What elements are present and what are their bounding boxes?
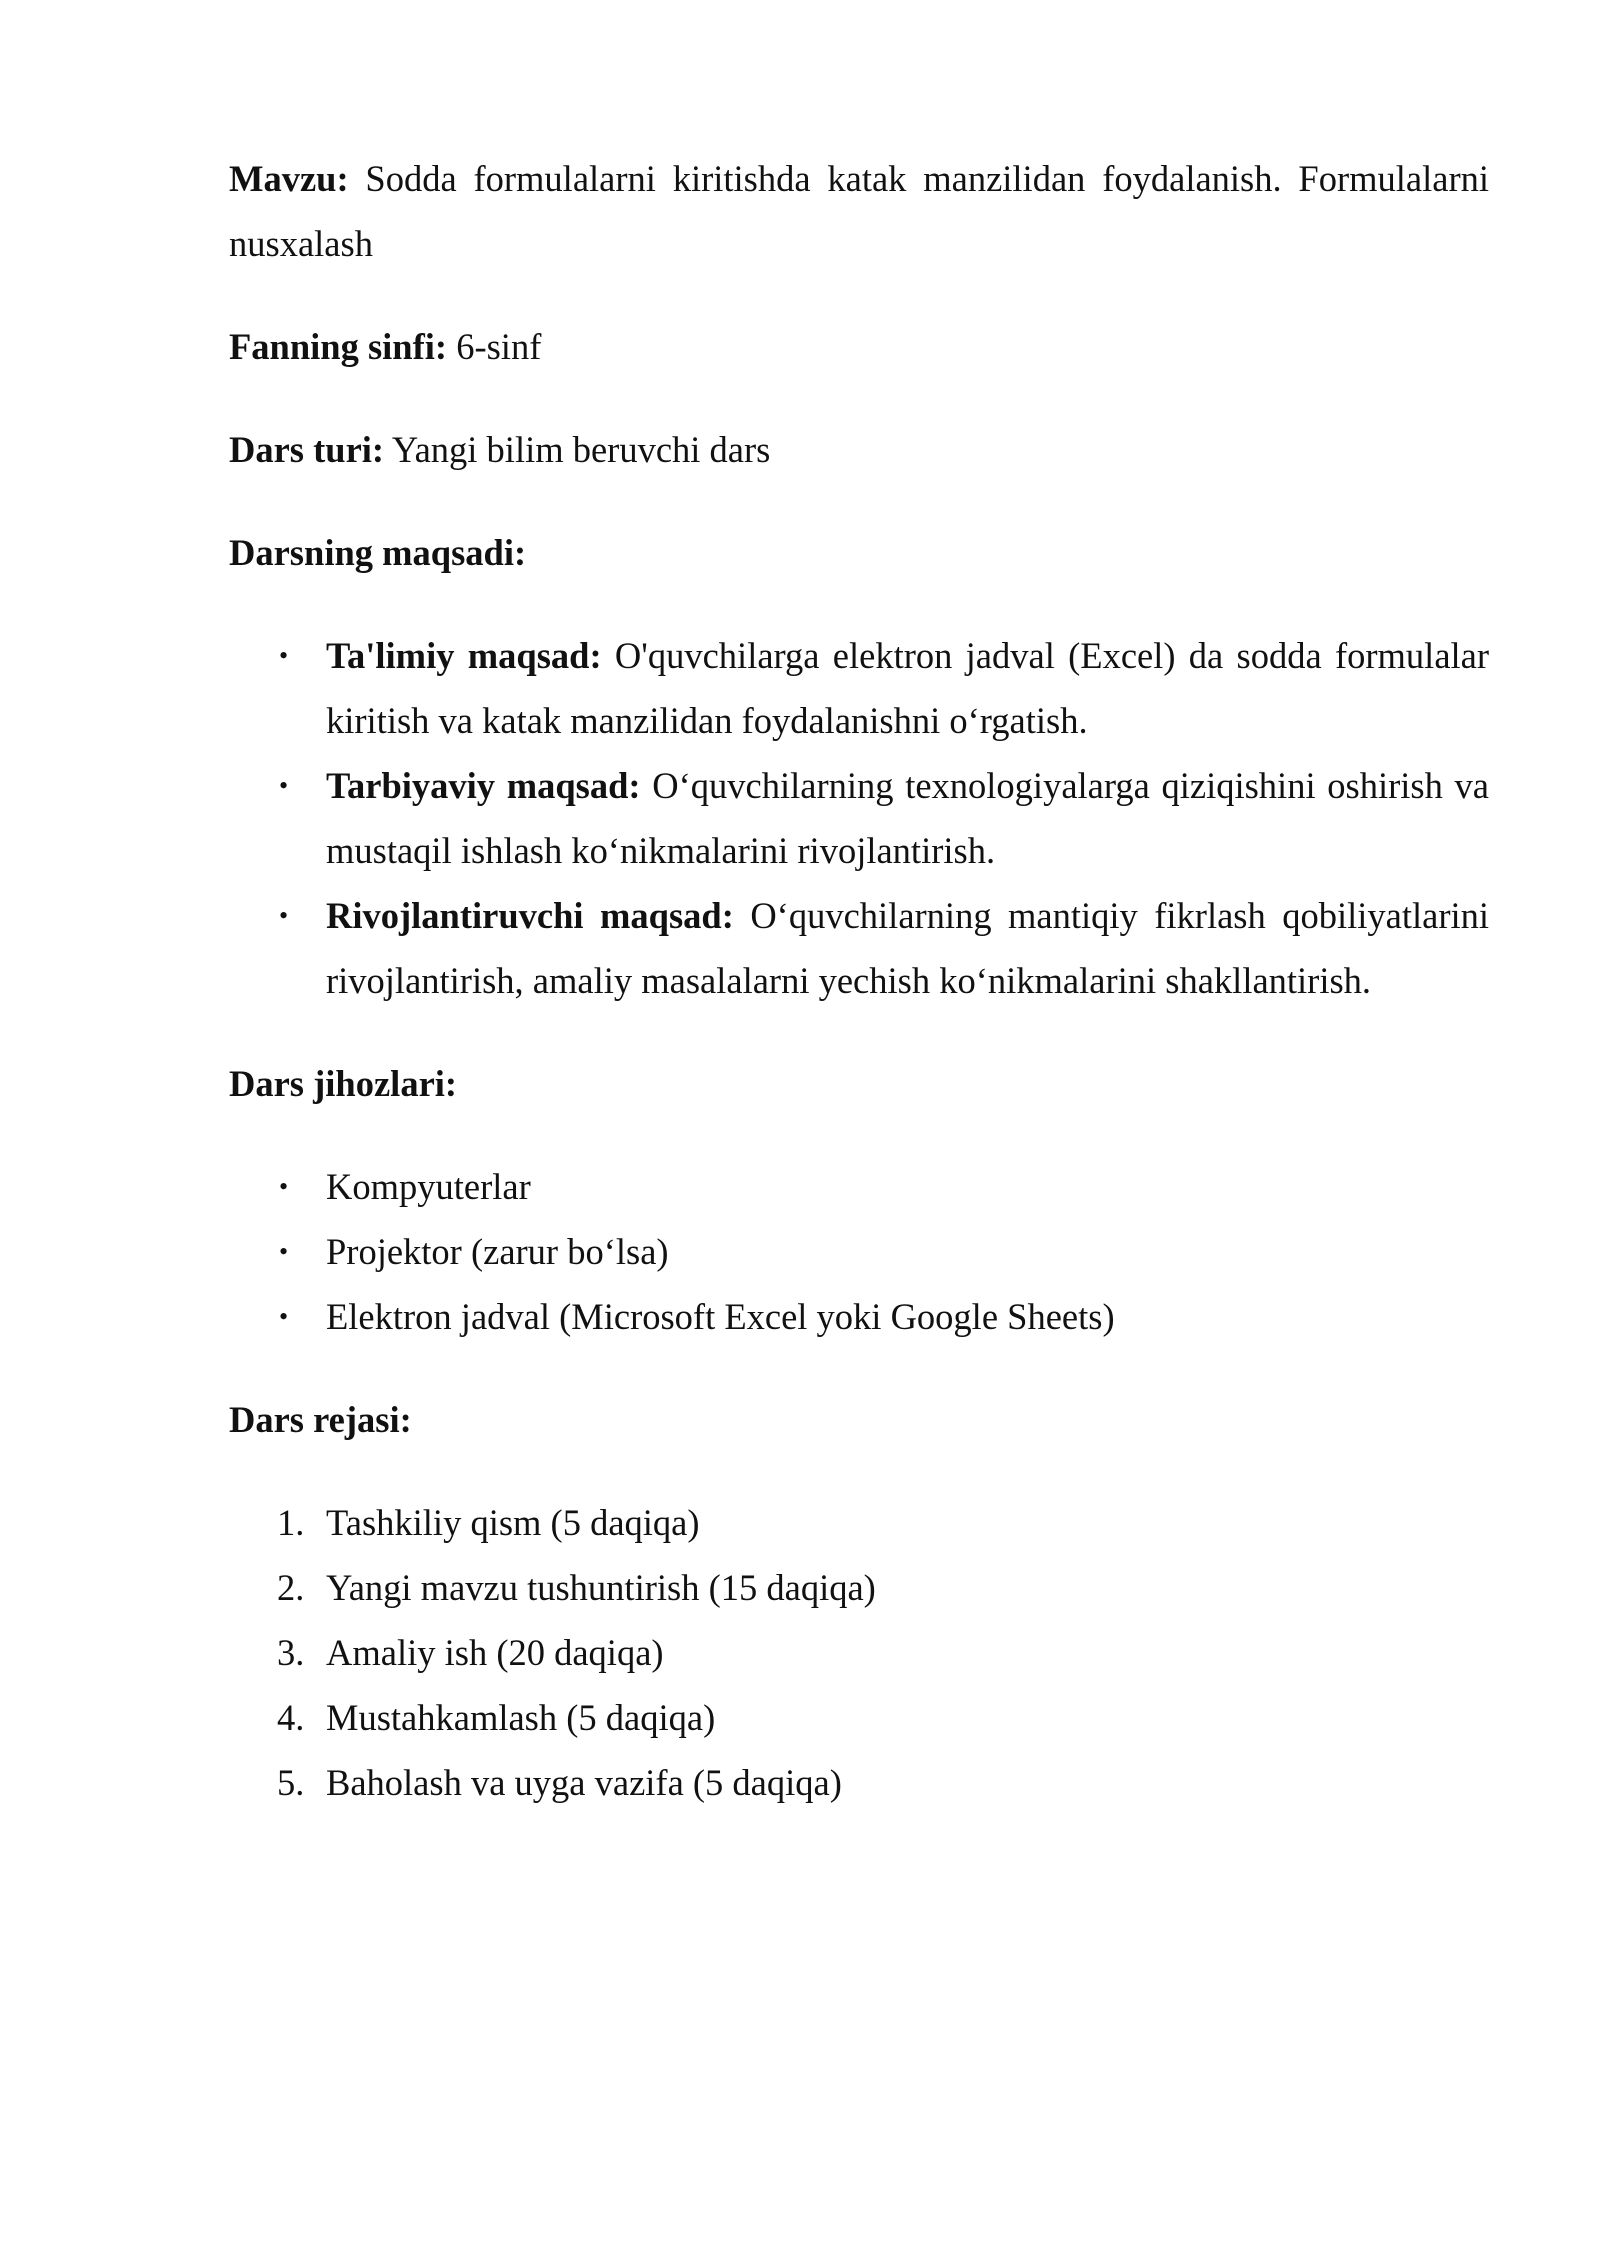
- goal-label: Tarbiyaviy maqsad:: [326, 765, 641, 806]
- goal-label: Rivojlantiruvchi maqsad:: [326, 895, 734, 936]
- list-item: [229, 1219, 1489, 1284]
- goal-label: Ta'limiy maqsad:: [326, 635, 602, 676]
- goal-text: O‘quvchilarning mantiqiy fikrlash qobiliyatlarini rivojlantirish, amaliy masalalarni yechish ko‘nikmalarini shakllantirish.: [326, 895, 1490, 1001]
- equipment-text: Kompyuterlar: [326, 1166, 531, 1207]
- document-page: [229, 146, 1489, 1853]
- goals-list: [229, 623, 1489, 1013]
- list-item: [229, 623, 1489, 753]
- equipment-heading: Dars jihozlari:: [229, 1063, 458, 1104]
- list-item: [229, 1284, 1489, 1349]
- bullet-icon: •: [279, 1302, 289, 1331]
- topic-label: Mavzu:: [229, 158, 349, 199]
- list-item: [229, 1490, 1489, 1555]
- equipment-text: Projektor (zarur bo‘lsa): [326, 1231, 669, 1272]
- step-text: Amaliy ish (20 daqiqa): [326, 1632, 664, 1673]
- plan-heading: Dars rejasi:: [229, 1399, 412, 1440]
- bullet-icon: •: [279, 1237, 289, 1266]
- step-number: 5.: [277, 1762, 305, 1803]
- list-item: [229, 1555, 1489, 1620]
- step-text: Yangi mavzu tushuntirish (15 daqiqa): [326, 1567, 876, 1608]
- topic-paragraph: [229, 146, 1489, 276]
- bullet-icon: •: [279, 901, 289, 930]
- equipment-list: [229, 1154, 1489, 1349]
- goal-text: O‘quvchilarning texnologiyalarga qiziqishini oshirish va mustaqil ishlash ko‘nikmalarini rivojlantirish.: [326, 765, 1490, 871]
- bullet-icon: •: [279, 771, 289, 800]
- list-item: [229, 1154, 1489, 1219]
- grade-paragraph: [229, 314, 1489, 379]
- step-text: Mustahkamlash (5 daqiqa): [326, 1697, 716, 1738]
- lesson-type-label: Dars turi:: [229, 429, 385, 470]
- grade-label: Fanning sinfi:: [229, 326, 448, 367]
- equipment-text: Elektron jadval (Microsoft Excel yoki Google Sheets): [326, 1296, 1115, 1337]
- bullet-icon: •: [279, 641, 289, 670]
- goals-heading: Darsning maqsadi:: [229, 532, 527, 573]
- list-item: [229, 1620, 1489, 1685]
- step-number: 2.: [277, 1567, 305, 1608]
- bullet-icon: •: [279, 1172, 289, 1201]
- list-item: [229, 1685, 1489, 1750]
- goal-text: O'quvchilarga elektron jadval (Excel) da sodda formulalar kiritish va katak manzilidan foydalanishni o‘rgatish.: [326, 635, 1490, 741]
- list-item: [229, 1750, 1489, 1815]
- list-item: [229, 753, 1489, 883]
- topic-text: Sodda formulalarni kiritishda katak manzilidan foydalanish. Formulalarni nusxalash: [229, 158, 1490, 264]
- grade-text: 6-sinf: [456, 326, 542, 367]
- lesson-type-paragraph: [229, 417, 1489, 482]
- step-text: Baholash va uyga vazifa (5 daqiqa): [326, 1762, 842, 1803]
- lesson-type-text: Yangi bilim beruvchi dars: [391, 429, 771, 470]
- list-item: [229, 883, 1489, 1013]
- step-number: 4.: [277, 1697, 305, 1738]
- step-number: 3.: [277, 1632, 305, 1673]
- step-text: Tashkiliy qism (5 daqiqa): [326, 1502, 700, 1543]
- step-number: 1.: [277, 1502, 305, 1543]
- plan-list: [229, 1490, 1489, 1815]
